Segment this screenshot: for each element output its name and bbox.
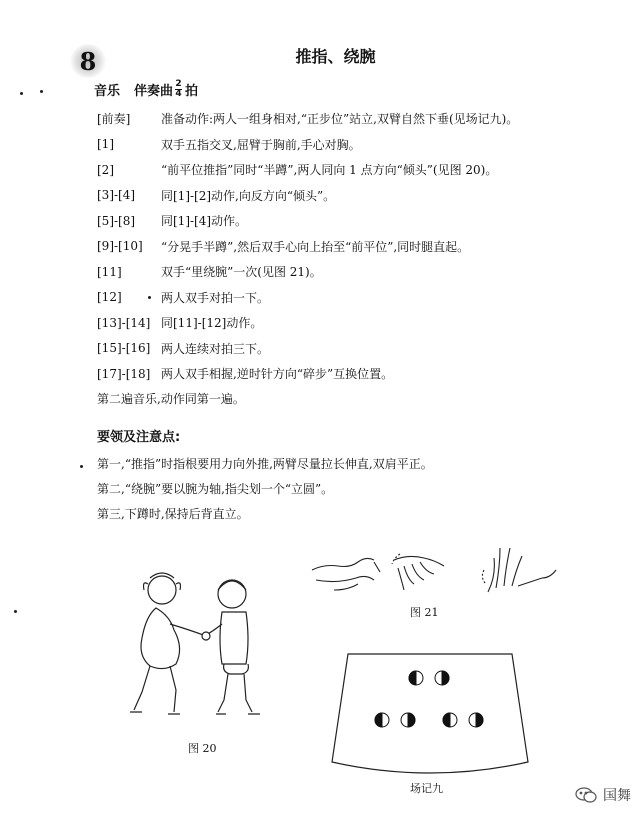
chapter-number: 8 <box>70 44 106 78</box>
step-row <box>97 336 577 362</box>
time-denominator: 4 <box>175 89 182 99</box>
step-label: [9]-[10] <box>97 239 143 254</box>
music-piece: 伴奏曲 <box>134 84 174 99</box>
time-numerator: 2 <box>175 79 182 89</box>
second-pass-note: 第二遍音乐,动作同第一遍。 <box>97 392 245 406</box>
music-line <box>94 80 198 99</box>
step-text: 准备动作:两人一组身相对,“正步位”站立,双臂自然下垂(见场记九)。 <box>161 112 519 127</box>
step-row <box>97 132 577 158</box>
step-label: [13]-[14] <box>97 315 151 330</box>
step-text: “前平位推指”同时“半蹲”,两人同向 1 点方向“倾头”(见图 20)。 <box>161 163 498 178</box>
scan-speck <box>40 90 43 93</box>
watermark <box>575 785 631 805</box>
scan-speck <box>20 92 23 95</box>
step-row <box>97 157 577 183</box>
scan-speck <box>80 465 83 468</box>
music-label: 音乐 <box>94 84 121 99</box>
step-text: 双手“里绕腕”一次(见图 21)。 <box>161 265 322 280</box>
step-row <box>97 310 577 336</box>
music-beat: 拍 <box>185 84 199 99</box>
wechat-icon <box>575 786 597 804</box>
step-text: “分晃手半蹲”,然后双手心向上抬至“前平位”,同时腿直起。 <box>161 239 470 254</box>
step-text: 同[1]-[2]动作,向反方向“倾头”。 <box>161 188 336 203</box>
step-text: 两人连续对拍三下。 <box>161 341 270 356</box>
key-points-heading: 要领及注意点: <box>97 430 181 445</box>
diagram-9-caption: 场记九 <box>410 782 443 795</box>
step-label: [11] <box>97 264 122 279</box>
page-title: 推指、绕腕 <box>295 47 376 66</box>
step-row <box>97 208 577 234</box>
step-label: [17]-[18] <box>97 366 151 381</box>
step-label: [15]-[16] <box>97 341 151 356</box>
step-label: [1] <box>97 137 114 152</box>
key-points-list <box>97 451 433 526</box>
step-row <box>97 285 577 311</box>
step-text: 双手五指交叉,屈臂于胸前,手心对胸。 <box>161 137 361 152</box>
figure-21-caption: 图 21 <box>410 606 439 619</box>
figure-20-illustration <box>120 562 290 732</box>
step-label: [前奏] <box>97 112 131 127</box>
watermark-text: 国舞 <box>603 788 631 804</box>
figure-20-caption: 图 20 <box>188 742 217 755</box>
scan-speck <box>14 610 17 613</box>
step-text: 两人双手相握,逆时针方向“碎步”互换位置。 <box>161 367 394 382</box>
step-row <box>97 106 577 132</box>
step-row <box>97 259 577 285</box>
step-text: 同[11]-[12]动作。 <box>161 316 263 331</box>
figure-21-illustration <box>308 540 558 600</box>
key-point: 第二,“绕腕”要以腕为轴,指尖划一个“立圆”。 <box>97 482 334 496</box>
music-meter <box>134 80 198 99</box>
key-point: 第一,“推指”时指根要用力向外推,两臂尽量拉长伸直,双肩平正。 <box>97 457 433 471</box>
step-row <box>97 183 577 209</box>
step-row <box>97 234 577 260</box>
step-text: 两人双手对拍一下。 <box>161 290 270 305</box>
step-list <box>97 106 577 387</box>
stage-diagram-9 <box>330 650 530 776</box>
step-label: [3]-[4] <box>97 188 136 203</box>
step-text: 同[1]-[4]动作。 <box>161 214 248 229</box>
step-label: [2] <box>97 162 114 177</box>
step-label: [12] <box>97 290 122 305</box>
step-label: [5]-[8] <box>97 213 136 228</box>
time-signature <box>175 80 182 99</box>
key-point: 第三,下蹲时,保持后背直立。 <box>97 507 249 521</box>
step-row <box>97 361 577 387</box>
scan-speck <box>148 296 151 299</box>
